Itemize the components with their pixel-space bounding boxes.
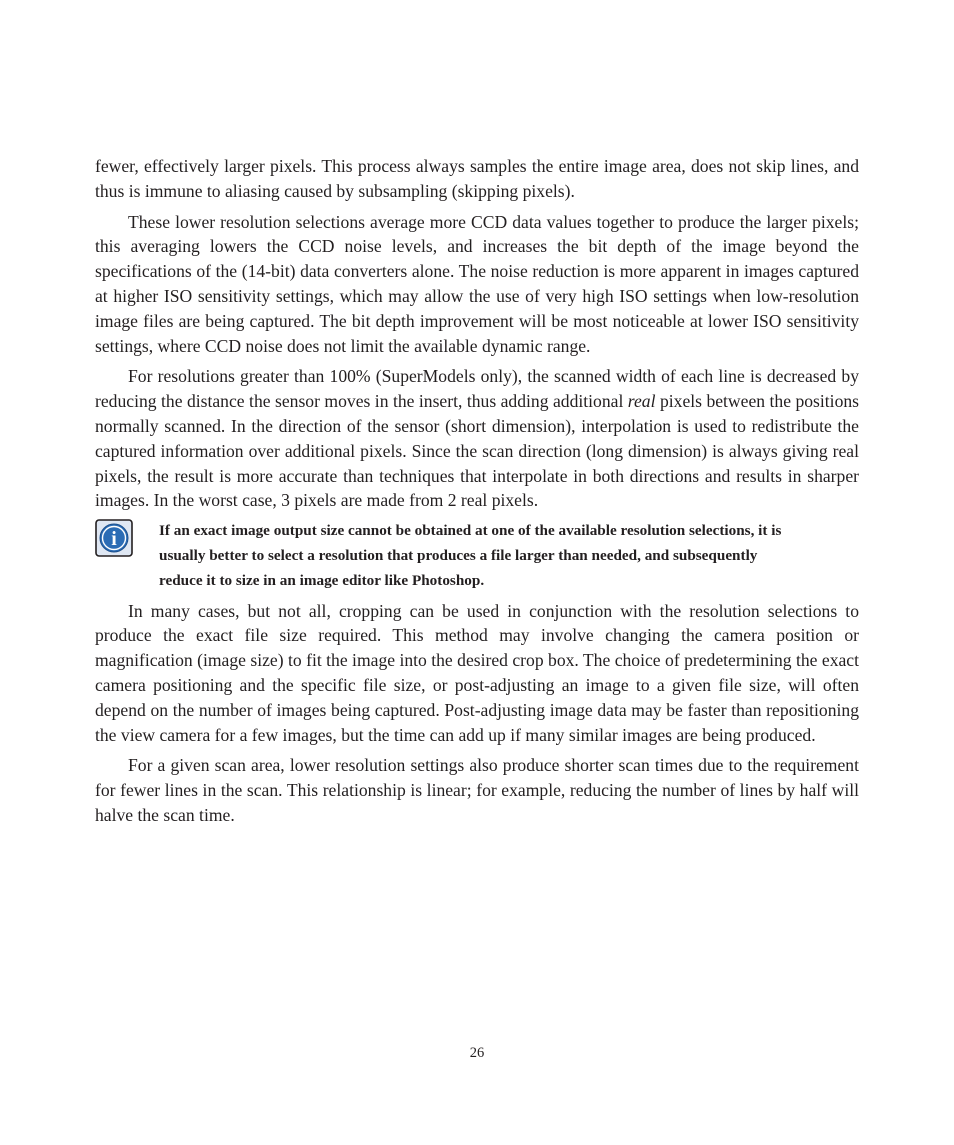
paragraph-noise-reduction: These lower resolution selections average more CCD data values together to produce the larger pixels; this averaging lowers the CCD noise levels, and increases the bit depth of the image beyond the specifications of the (14-bit) data converters alone. The noise reduction is more apparent in images captured at higher ISO sensitivity settings, which may allow the use of very high ISO settings when low-resolution image files are being captured. The bit depth improvement will be most noticeable at lower ISO sensitivity settings, where CCD noise does not limit the available dynamic range. xyxy=(95,211,859,356)
paragraph-high-resolution-start: For resolutions greater than 100% (SuperModels only), the scanned width of each line is decreased by reducing the distance the sensor moves in the insert, thus adding additional xyxy=(95,366,859,412)
paragraph-cropping: In many cases, but not all, cropping can be used in conjunction with the resolution selections to produce the exact file size required. This method may involve changing the camera position or magnification (image size) to fit the image into the desired crop box. The choice of predetermining the exact camera positioning and the specific file size, or post-adjusting an image to a given file size, will often depend on the number of images being captured. Post-adjusting image data may be faster than repositioning the view camera for a few images, but the time can add up if many similar images are being produced. xyxy=(95,600,859,745)
emphasis-real: real xyxy=(627,391,656,412)
paragraph-scan-time: For a given scan area, lower resolution settings also produce shorter scan times due to the requirement for fewer lines in the scan. This relationship is linear; for example, reducing the number of lines by half will halve the scan time. xyxy=(95,755,859,825)
page-number: 26 xyxy=(469,1045,485,1061)
page-body xyxy=(95,154,859,828)
paragraph-high-resolution xyxy=(95,364,859,513)
info-icon xyxy=(95,519,133,557)
paragraph-high-resolution-end: pixels between the positions normally scanned. In the direction of the sensor (short dimension), interpolation is used to redistribute the captured information over additional pixels. Since the scan direction (long dimension) is always giving real pixels, the result is more accurate than techniques that interpolate in both directions and results in sharper images. In the worst case, 3 pixels are made from 2 real pixels. xyxy=(95,391,860,511)
info-note-text: If an exact image output size cannot be obtained at one of the available resolution selections, it is usually better to select a resolution that produces a file larger than needed, and subsequently reduce it to size in an image editor like Photoshop. xyxy=(159,522,782,589)
info-icon-glyph: i xyxy=(111,528,117,551)
paragraph-pixel-binning: fewer, effectively larger pixels. This process always samples the entire image area, does not skip lines, and thus is immune to aliasing caused by subsampling (skipping pixels). xyxy=(95,156,859,201)
info-note xyxy=(95,519,859,593)
